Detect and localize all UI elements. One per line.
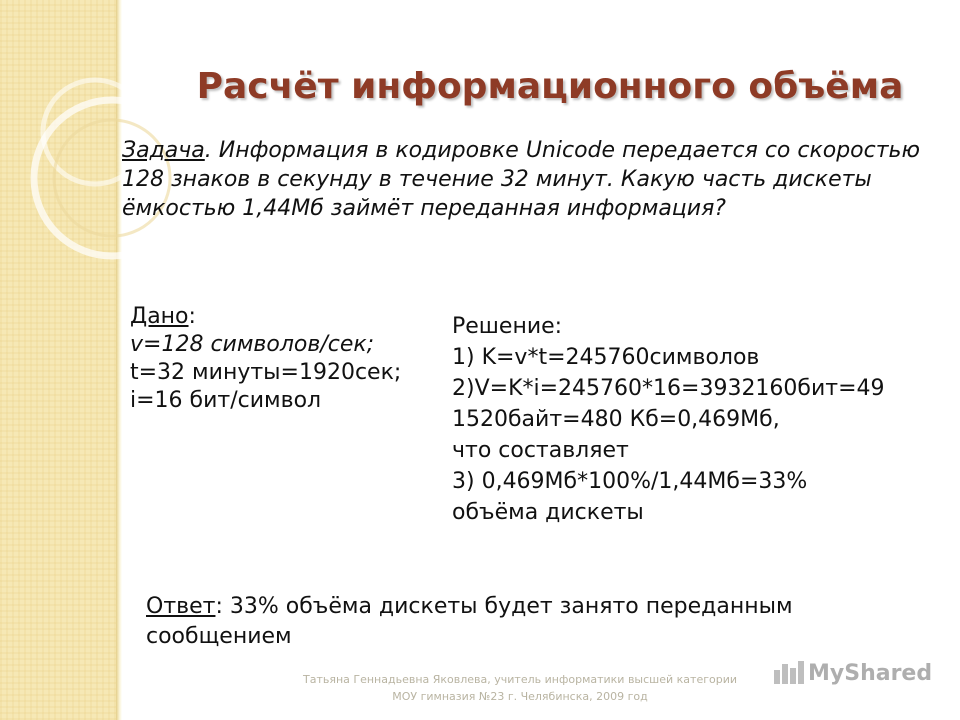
footer-credits bbox=[240, 671, 800, 705]
given-line-bits: i=16 бит/символ bbox=[130, 388, 322, 413]
given-label: Дано bbox=[130, 304, 189, 329]
answer-body: : 33% объёма дискеты будет занято переданным сообщением bbox=[146, 594, 793, 649]
solution-step-2-note: что составляет bbox=[452, 438, 629, 463]
solution-step-3-cont: объёма дискеты bbox=[452, 500, 644, 525]
task-label: Задача bbox=[122, 138, 205, 163]
task-text bbox=[122, 136, 942, 223]
footer-author: Татьяна Геннадьевна Яковлева, учитель информатики высшей категории bbox=[302, 673, 737, 686]
solution-step-3: 3) 0,469Мб*100%/1,44Мб=33% bbox=[452, 469, 808, 494]
solution-block bbox=[452, 311, 952, 528]
solution-step-2-cont: 1520байт=480 Кб=0,469Мб, bbox=[452, 407, 780, 432]
answer-text bbox=[146, 592, 926, 652]
solution-step-1: 1) K=v*t=245760символов bbox=[452, 345, 760, 370]
given-block bbox=[130, 303, 440, 415]
answer-label: Ответ bbox=[146, 594, 216, 619]
given-line-speed: v=128 символов/сек; bbox=[130, 332, 375, 357]
slide-title: Расчёт информационного объёма bbox=[196, 66, 904, 107]
watermark-text: MyShared bbox=[808, 661, 933, 686]
given-line-time: t=32 минуты=1920сек; bbox=[130, 360, 402, 385]
solution-step-2: 2)V=K*i=245760*16=3932160бит=49 bbox=[452, 376, 885, 401]
footer-school: МОУ гимназия №23 г. Челябинска, 2009 год bbox=[392, 690, 648, 703]
given-heading bbox=[130, 303, 440, 331]
task-body: . Информация в кодировке Unicode передается со скоростью 128 знаков в секунду в течение 32 минут. Какую часть дискеты ёмкостью 1,44Мб займёт переданная информация? bbox=[122, 138, 921, 221]
given-colon: : bbox=[188, 304, 196, 329]
solution-heading: Решение: bbox=[452, 314, 563, 339]
